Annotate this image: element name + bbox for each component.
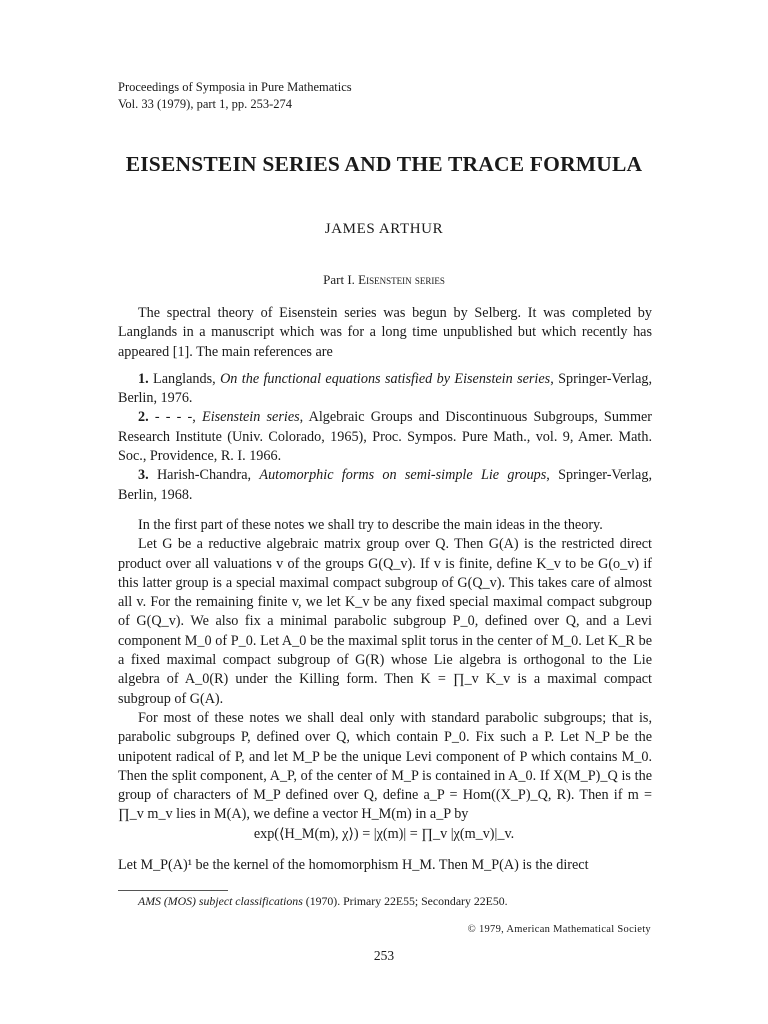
copyright-notice: © 1979, American Mathematical Society — [467, 924, 651, 935]
paragraph-definitions: Let G be a reductive algebraic matrix group over Q. Then G(A) is the restricted direct product over all valuations v of the groups G(Q_v). If v is finite, define K_v to be G(o_v) if this latter group is a special maximal compact subgroup of G(Q_v). This takes care of almost all v. For the remaining finite v, we let K_v be any fixed special maximal compact subgroup of G(Q_v). We also fix a minimal parabolic subgroup P_0, defined over Q, and a Levi component M_0 of P_0. Let A_0 be the maximal split torus in the center of M_0. Let K_R be a fixed maximal compact subgroup of G(R) whose Lie algebra is orthogonal to the Lie algebra of A_0(R) under the Killing form. Then K = ∏_v K_v is a maximal compact subgroup of G(A). — [118, 536, 652, 707]
volume-line: Vol. 33 (1979), part 1, pp. 253-274 — [118, 97, 293, 111]
paper-title: EISENSTEIN SERIES AND THE TRACE FORMULA — [125, 152, 643, 176]
paragraph-first-part: In the first part of these notes we shall try to describe the main ideas in the theory. — [138, 516, 603, 533]
reference-1: 1. Langlands, On the functional equations satisfied by Eisenstein series, Springer-Verlag, Berlin, 1976. — [118, 370, 653, 407]
footnote — [138, 894, 508, 909]
footnote-label: AMS (MOS) subject classifications — [138, 894, 303, 908]
paragraph-parabolic: For most of these notes we shall deal only with standard parabolic subgroups; that is, parabolic subgroups P, defined over Q, which contain P_0. Fix such a P. Let N_P be the unipotent radical of P, and let M_P be the unique Levi component of P which contains M_0. Then the split component, A_P, of the center of M_P is contained in A_0. If X(M_P)_Q is the group of characters of M_P defined over Q, define a_P = Hom((X_P)_Q, R). Then if m = ∏_v m_v lies in M(A), we define a vector H_M(m) in a_P by — [118, 709, 652, 823]
page-number: 253 — [373, 948, 395, 963]
paragraph-kernel: Let M_P(A)¹ be the kernel of the homomorphism H_M. Then M_P(A) is the direct — [118, 857, 589, 873]
part-heading — [0, 272, 768, 288]
intro-paragraph: The spectral theory of Eisenstein series was begun by Selberg. It was completed by Langlands in a manuscript which was for a long time unpublished but which recently has appeared [1]. The main references are — [118, 305, 652, 360]
display-equation: exp(⟨H_M(m), χ⟩) = |χ(m)| = ∏_v |χ(m_v)|_v. — [253, 826, 515, 842]
continuation-text — [118, 856, 652, 875]
part-name: Eisenstein series — [358, 272, 445, 287]
reference-2: 2. - - - -, Eisenstein series, Algebraic Groups and Discontinuous Subgroups, Summer Research Institute (Univ. Colorado, 1965), Proc. Sympos. Pure Math., vol. 9, Amer. Math. Soc., Providence, R. I. 1966. — [118, 409, 653, 465]
footnote-rule — [118, 890, 228, 891]
journal-name: Proceedings of Symposia in Pure Mathematics — [118, 80, 352, 94]
part-prefix: Part I. — [323, 272, 355, 287]
reference-3: 3. Harish-Chandra, Automorphic forms on semi-simple Lie groups, Springer-Verlag, Berlin, 1968. — [118, 467, 652, 503]
footnote-text: (1970). Primary 22E55; Secondary 22E50. — [302, 894, 508, 908]
main-text-block — [118, 304, 652, 825]
author-name: JAMES ARTHUR — [324, 221, 444, 237]
